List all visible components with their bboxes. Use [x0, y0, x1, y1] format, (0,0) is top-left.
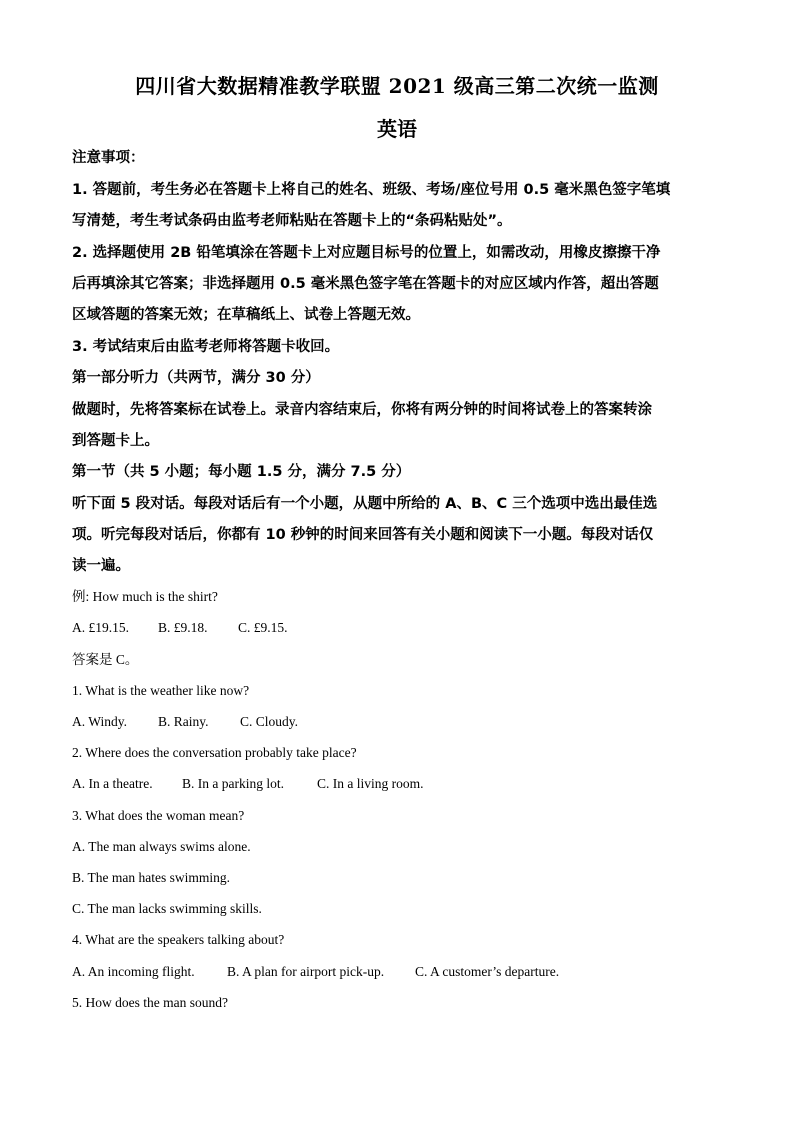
example-answer: 答案是 C。: [72, 652, 139, 667]
question-stem: 2. Where does the conversation probably take place?: [72, 745, 357, 760]
option-c: C. £9.15.: [238, 620, 288, 635]
section1-heading: 第一节（共 5 小题；每小题 1.5 分，满分 7.5 分）: [72, 464, 411, 480]
option-c: C. A customer’s departure.: [415, 964, 560, 979]
question-stem: 3. What does the woman mean?: [72, 808, 245, 823]
part1-instruction-line: 做题时，先将答案标在试卷上。录音内容结束后，你将有两分钟的时间将试卷上的答案转涂: [72, 402, 652, 418]
question-options: [72, 712, 722, 732]
section1-instruction-line: 读一遍。: [72, 558, 130, 574]
option-b: B. The man hates swimming.: [72, 870, 230, 885]
option-a: A. The man always swims alone.: [72, 839, 251, 854]
option-a: A. £19.15.: [72, 620, 129, 635]
section1-instruction-line: 项。听完每段对话后，你都有 10 秒钟的时间来回答有关小题和阅读下一小题。每段对话仅: [72, 527, 654, 543]
subject-title: 英语: [377, 117, 417, 141]
notice-line: 2. 选择题使用 2B 铅笔填涂在答题卡上对应题目标号的位置上，如需改动，用橡皮擦擦干净: [72, 245, 661, 261]
notice-heading: 注意事项：: [72, 150, 145, 166]
question-stem: 5. How does the man sound?: [72, 995, 228, 1010]
notice-line: 1. 答题前，考生务必在答题卡上将自己的姓名、班级、考场/座位号用 0.5 毫米黑色签字笔填: [72, 182, 671, 198]
exam-title: 四川省大数据精准教学联盟 2021 级高三第二次统一监测: [135, 74, 659, 98]
option-a: A. An incoming flight.: [72, 964, 195, 979]
part1-instruction-line: 到答题卡上。: [72, 433, 159, 449]
option-c: C. In a living room.: [317, 776, 424, 791]
example-options: [72, 618, 722, 638]
section1-instruction-line: 听下面 5 段对话。每段对话后有一个小题，从题中所给的 A、B、C 三个选项中选出最佳选: [72, 496, 658, 512]
option-b: B. Rainy.: [158, 714, 209, 729]
question-options: [72, 774, 722, 794]
notice-line: 区域答题的答案无效；在草稿纸上、试卷上答题无效。: [72, 307, 420, 323]
example-question: 例: How much is the shirt?: [72, 589, 218, 604]
question-stem: 4. What are the speakers talking about?: [72, 932, 285, 947]
notice-line: 后再填涂其它答案；非选择题用 0.5 毫米黑色签字笔在答题卡的对应区域内作答，超出答题: [72, 276, 659, 292]
option-b: B. A plan for airport pick-up.: [227, 964, 385, 979]
option-b: B. In a parking lot.: [182, 776, 284, 791]
option-a: A. In a theatre.: [72, 776, 153, 791]
option-a: A. Windy.: [72, 714, 127, 729]
option-b: B. £9.18.: [158, 620, 208, 635]
question-stem: 1. What is the weather like now?: [72, 683, 250, 698]
option-c: C. The man lacks swimming skills.: [72, 901, 262, 916]
notice-line: 写清楚，考生考试条码由监考老师粘贴在答题卡上的“条码粘贴处”。: [72, 213, 512, 229]
part1-heading: 第一部分听力（共两节，满分 30 分）: [72, 370, 320, 386]
question-options: [72, 962, 722, 982]
notice-line: 3. 考试结束后由监考老师将答题卡收回。: [72, 339, 340, 355]
option-c: C. Cloudy.: [240, 714, 299, 729]
